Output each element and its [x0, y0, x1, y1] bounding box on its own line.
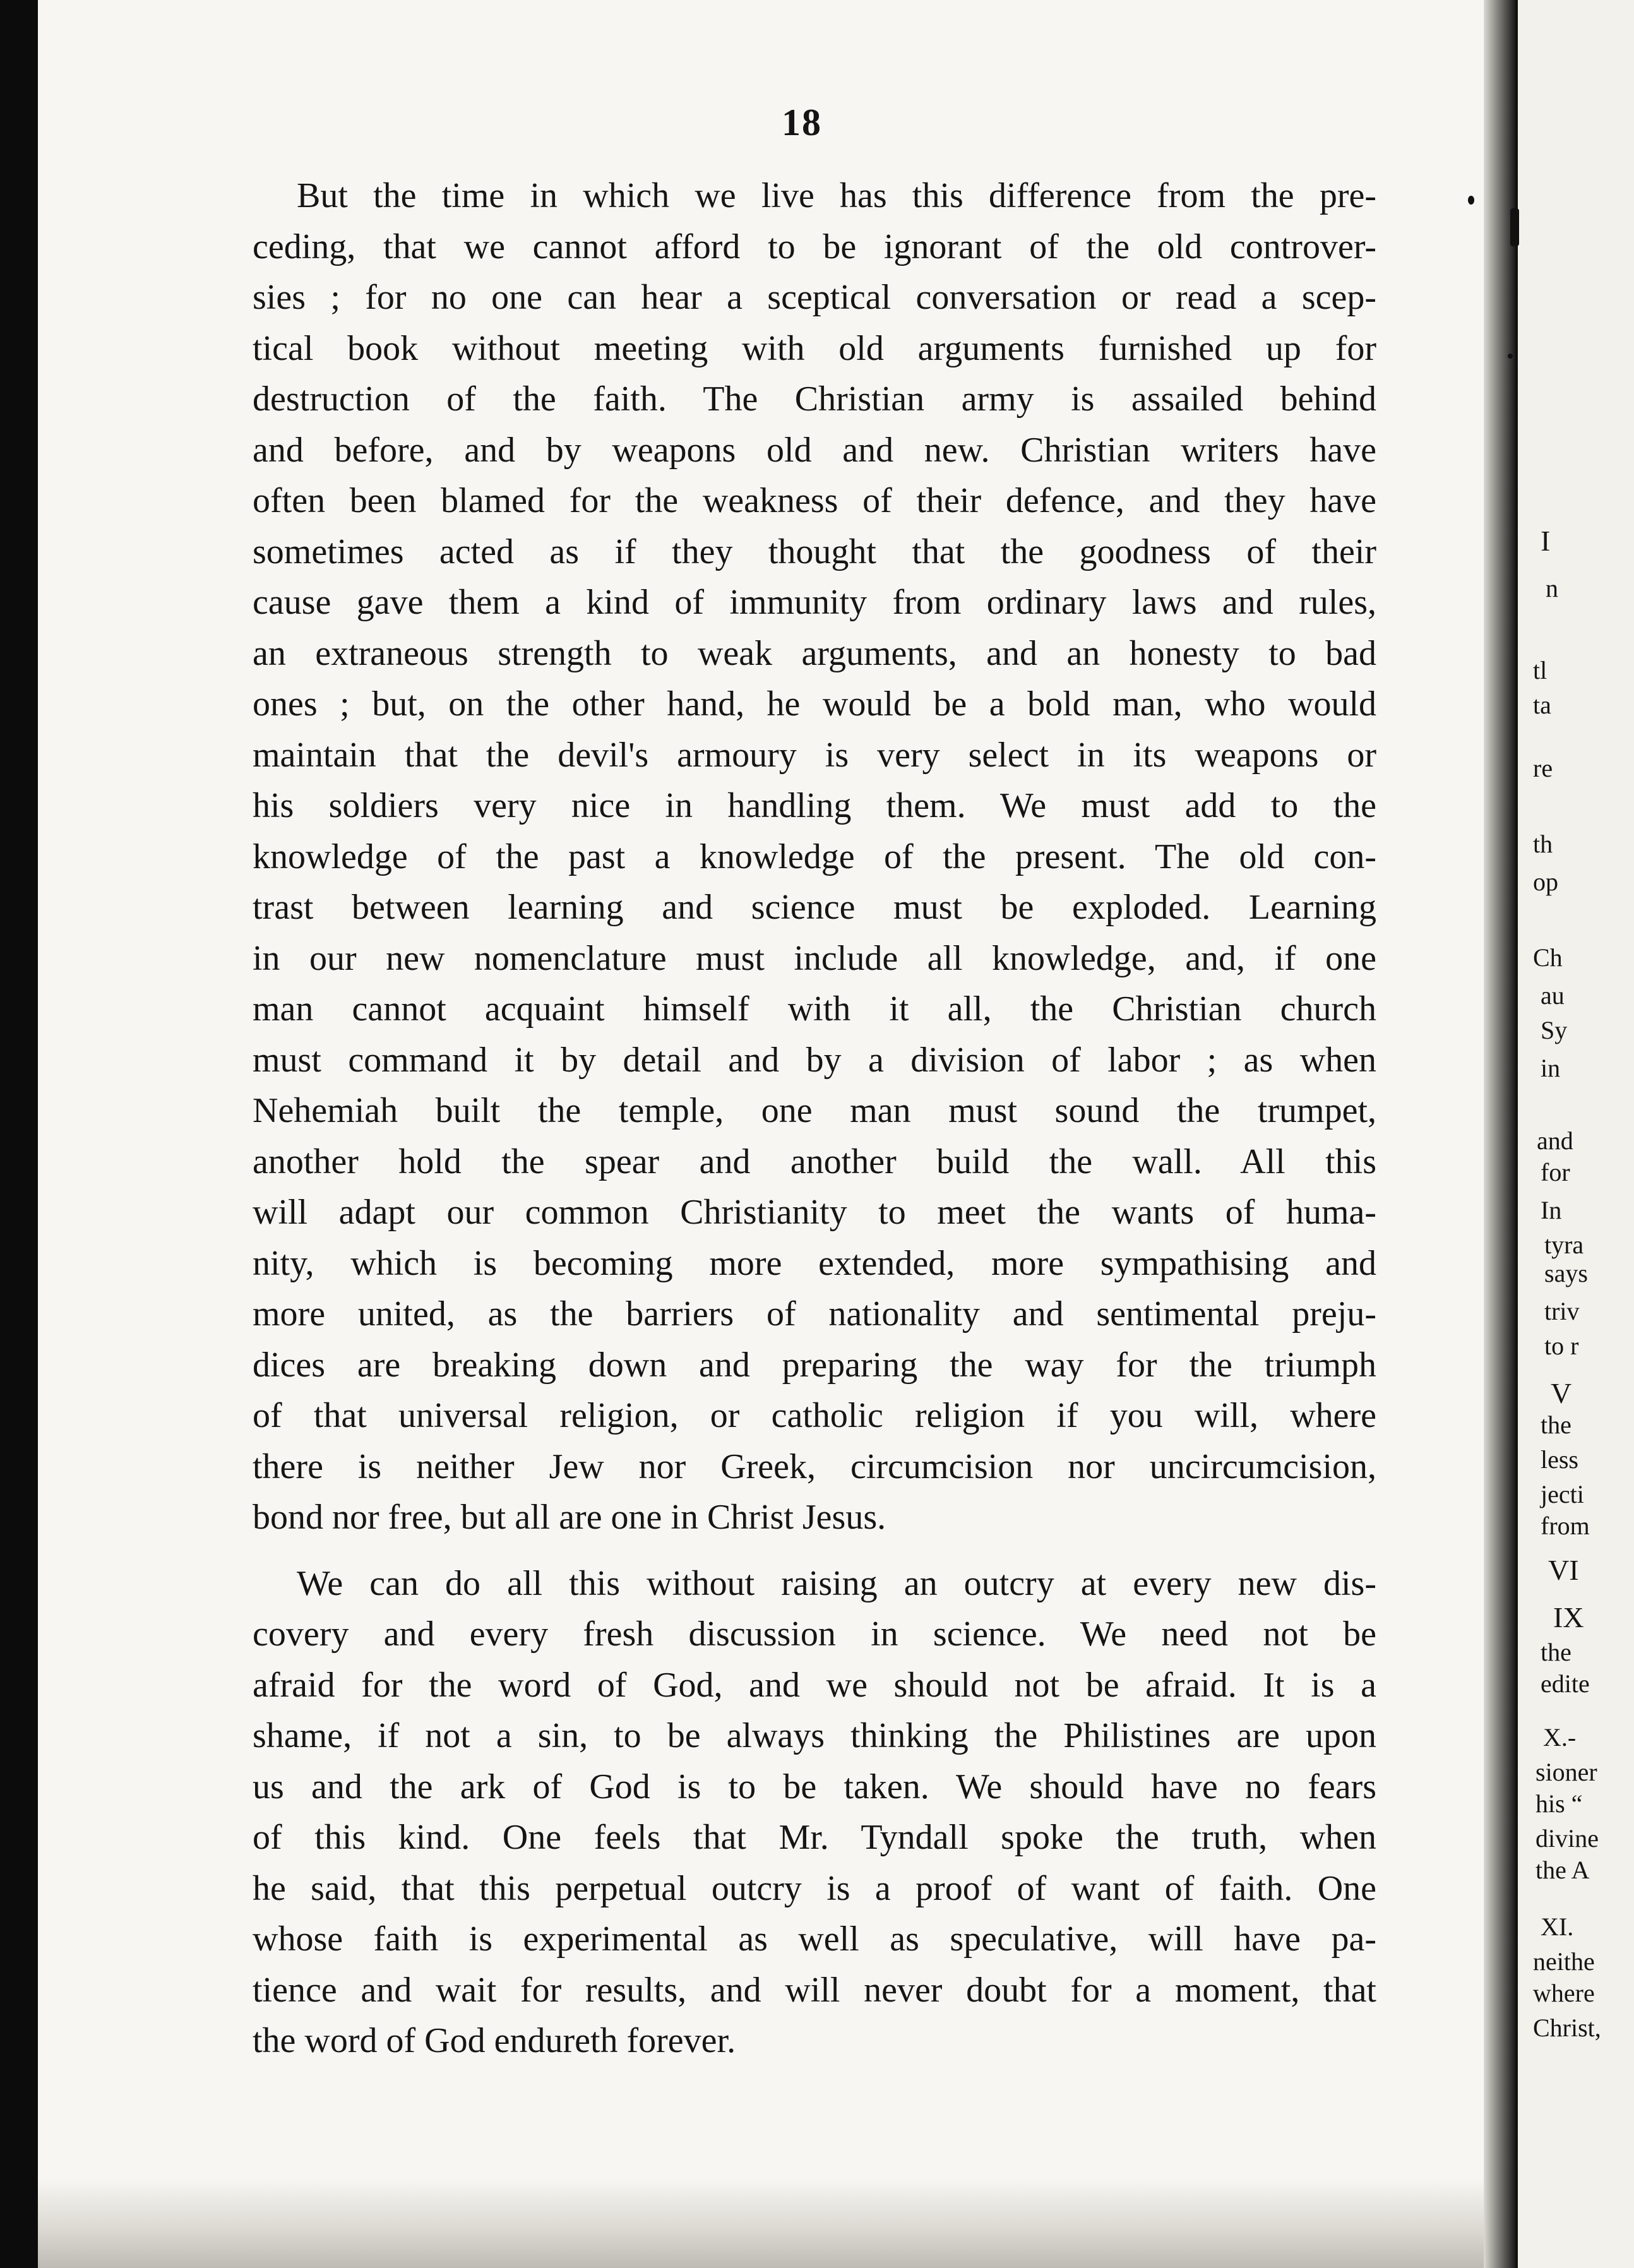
text-line: sometimes acted as if they thought that the goodness of their	[253, 532, 1376, 571]
facing-page-fragment: less	[1541, 1445, 1578, 1474]
text-line: But the time in which we live has this difference from the pre-	[297, 176, 1376, 215]
text-line: ceding, that we cannot afford to be ignorant of the old controver-	[253, 227, 1376, 266]
facing-page-fragment: to r	[1544, 1332, 1579, 1360]
text-line: the word of God endureth forever.	[253, 2021, 736, 2060]
text-line: in our new nomenclature must include all knowledge, and, if one	[253, 938, 1376, 978]
text-line: trast between learning and science must be exploded. Learning	[253, 888, 1376, 927]
facing-page-fragment: for	[1541, 1158, 1570, 1186]
facing-page-fragment: XI.	[1541, 1913, 1574, 1941]
text-line: afraid for the word of God, and we should not be afraid. It is a	[253, 1665, 1376, 1705]
text-line: knowledge of the past a knowledge of the present. The old con-	[253, 837, 1376, 876]
text-line: cause gave them a kind of immunity from ordinary laws and rules,	[253, 583, 1376, 622]
text-line: he said, that this perpetual outcry is a proof of want of faith. One	[253, 1868, 1376, 1908]
facing-page-fragment: V	[1551, 1377, 1572, 1409]
text-line: of that universal religion, or catholic religion if you will, where	[253, 1396, 1376, 1435]
facing-page-fragment: au	[1541, 981, 1565, 1010]
facing-page-fragment: says	[1544, 1259, 1588, 1287]
text-line: tience and wait for results, and will never doubt for a moment, that	[253, 1970, 1376, 2010]
text-line: tical book without meeting with old arguments furnished up for	[253, 328, 1376, 368]
text-line: and before, and by weapons old and new. Christian writers have	[253, 430, 1376, 470]
facing-page-fragment: the	[1541, 1411, 1571, 1439]
text-line: must command it by detail and by a division of labor ; as when	[253, 1040, 1376, 1080]
book-gutter	[1484, 0, 1515, 2268]
scan-speck	[1508, 354, 1513, 359]
text-line: nity, which is becoming more extended, more sympathising and	[253, 1243, 1376, 1283]
facing-page-fragment: from	[1541, 1512, 1590, 1540]
facing-page-fragment: Sy	[1541, 1016, 1568, 1044]
page-bottom-shading	[38, 2178, 1501, 2268]
facing-page-fragment: in	[1541, 1054, 1561, 1082]
facing-page-fragment: tyra	[1544, 1231, 1584, 1259]
facing-page-fragment: IX	[1553, 1601, 1584, 1633]
text-line: sies ; for no one can hear a sceptical conversation or read a scep-	[253, 278, 1376, 317]
facing-page-fragment: the	[1541, 1638, 1571, 1666]
text-line: his soldiers very nice in handling them. We must add to the	[253, 786, 1376, 825]
facing-page-fragment: X.-	[1543, 1723, 1577, 1752]
scan-speck	[1510, 208, 1519, 246]
facing-page-fragment: re	[1533, 754, 1553, 782]
text-line: maintain that the devil's armoury is very select in its weapons or	[253, 735, 1376, 775]
facing-page-fragment: op	[1533, 868, 1558, 896]
facing-page-fragment: his “	[1536, 1789, 1583, 1818]
paragraph	[253, 1558, 1376, 2067]
text-line: destruction of the faith. The Christian army is assailed behind	[253, 379, 1376, 419]
facing-page-fragment: triv	[1544, 1297, 1580, 1325]
text-line: whose faith is experimental as well as speculative, will have pa-	[253, 1919, 1376, 1959]
facing-page-fragment: ta	[1533, 691, 1551, 719]
facing-page-fragment: edite	[1541, 1669, 1590, 1698]
facing-page-fragment: n	[1546, 574, 1558, 602]
text-line: will adapt our common Christianity to meet the wants of huma-	[253, 1193, 1376, 1232]
facing-page-fragment: VI	[1548, 1554, 1579, 1586]
text-line: covery and every fresh discussion in science. We need not be	[253, 1614, 1376, 1654]
facing-page-fragment: neithe	[1533, 1947, 1595, 1976]
body-text	[253, 170, 1376, 2082]
facing-page-fragment: jecti	[1541, 1480, 1584, 1508]
facing-page-fragment: tl	[1533, 656, 1548, 684]
facing-page-fragment: I	[1541, 525, 1551, 557]
text-line: shame, if not a sin, to be always thinking the Philistines are upon	[253, 1716, 1376, 1755]
scan-speck	[1468, 196, 1474, 205]
text-line: another hold the spear and another build the wall. All this	[253, 1142, 1376, 1181]
page-number: 18	[782, 102, 822, 143]
text-line: Nehemiah built the temple, one man must sound the trumpet,	[253, 1091, 1376, 1130]
text-line: there is neither Jew nor Greek, circumcision nor uncircumcision,	[253, 1447, 1376, 1486]
text-line: We can do all this without raising an outcry at every new dis-	[297, 1563, 1376, 1603]
facing-page-fragment: In	[1541, 1196, 1562, 1224]
facing-page-fragment: Christ,	[1533, 2014, 1601, 2042]
text-line: often been blamed for the weakness of their defence, and they have	[253, 481, 1376, 520]
facing-page-fragment: the A	[1536, 1856, 1590, 1884]
facing-page-fragment: divine	[1536, 1824, 1599, 1853]
text-line: dices are breaking down and preparing the way for the triumph	[253, 1345, 1376, 1385]
facing-page-edge	[1515, 0, 1634, 2268]
facing-page-fragment: th	[1533, 830, 1553, 858]
text-line: us and the ark of God is to be taken. We should have no fears	[253, 1767, 1376, 1806]
facing-page-fragment: where	[1533, 1979, 1595, 2007]
text-line: bond nor free, but all are one in Christ Jesus.	[253, 1498, 886, 1537]
text-line: more united, as the barriers of nationality and sentimental preju-	[253, 1294, 1376, 1334]
text-line: man cannot acquaint himself with it all, the Christian church	[253, 989, 1376, 1029]
facing-page-fragment: and	[1537, 1126, 1573, 1155]
text-line: an extraneous strength to weak arguments, and an honesty to bad	[253, 633, 1376, 673]
text-line: of this kind. One feels that Mr. Tyndall spoke the truth, when	[253, 1818, 1376, 1857]
facing-page-fragment: sioner	[1536, 1758, 1597, 1786]
text-line: ones ; but, on the other hand, he would be a bold man, who would	[253, 684, 1376, 724]
paragraph	[253, 170, 1376, 1543]
facing-page-fragment: Ch	[1533, 943, 1563, 972]
